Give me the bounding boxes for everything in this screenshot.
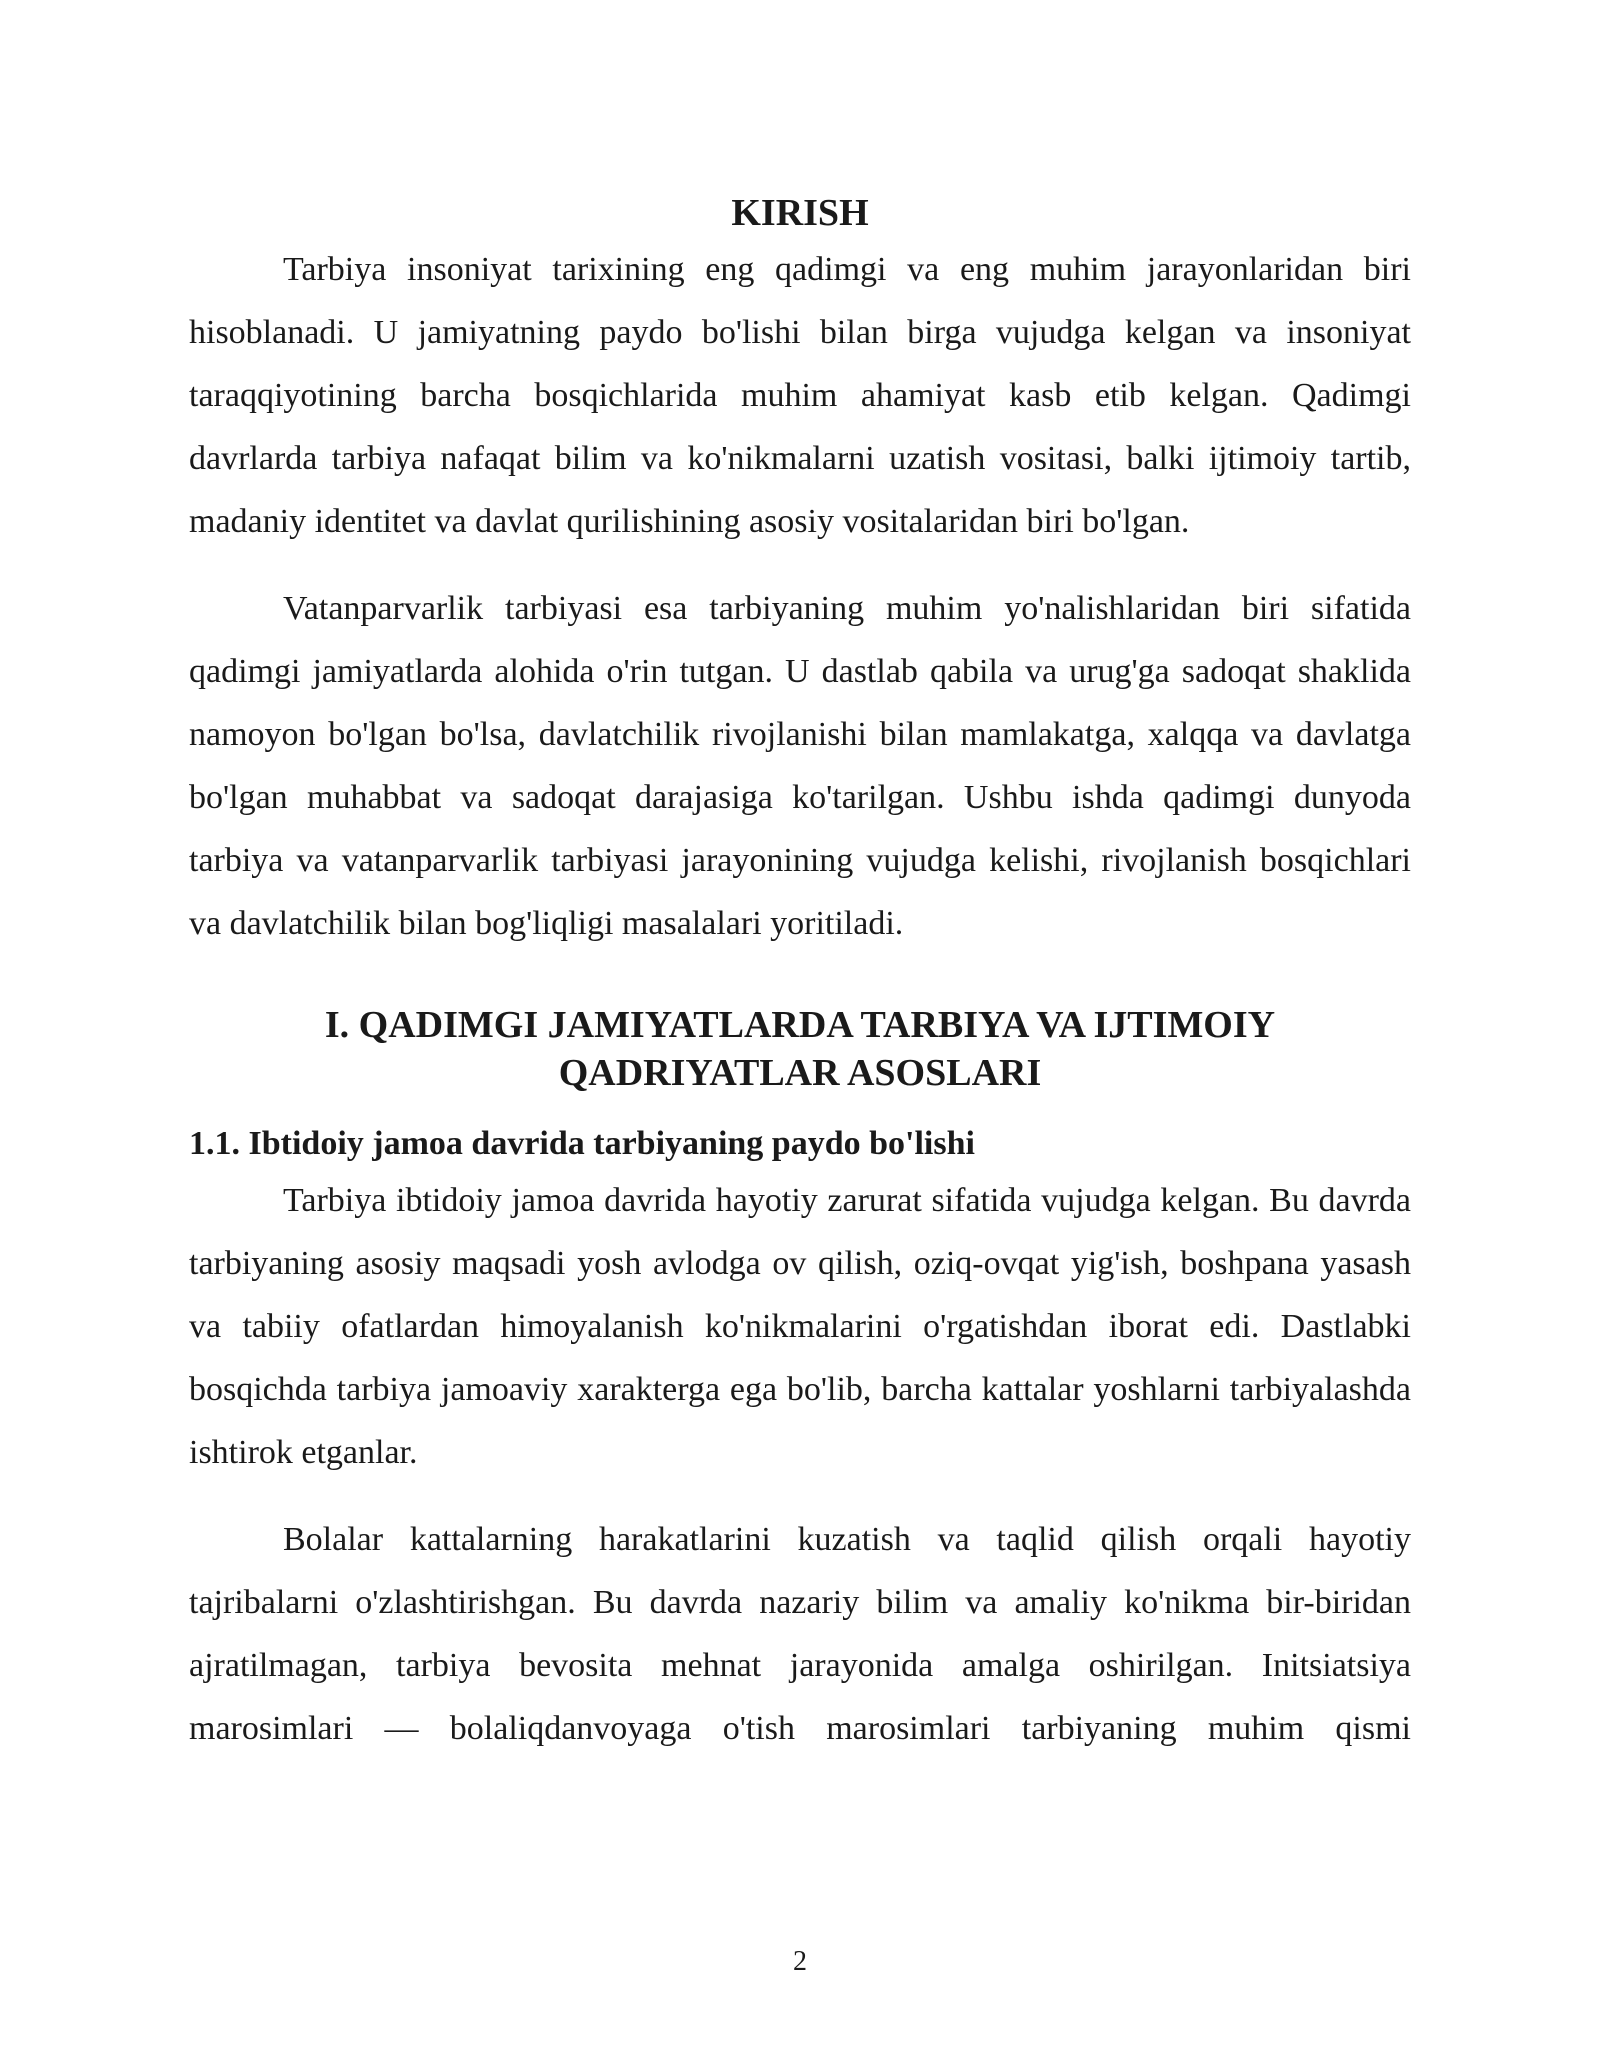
intro-paragraph-2: Vatanparvarlik tarbiyasi esa tarbiyaning muhim yo'nalishlaridan biri sifatida qadimgi jamiyatlarda alohida o'rin tutgan. U dastlab qabila va urug'ga sadoqat shaklida namoyon bo'lgan bo'lsa, davlatchilik rivojlanishi bilan mamlakatga, xalqqa va davlatga bo'lgan muhabbat va sadoqat darajasiga ko'tarilgan. Ushbu ishda qadimgi dunyoda tarbiya va vatanparvarlik tarbiyasi jarayonining vujudga kelishi, rivojlanish bosqichlari va davlatchilik bilan bog'liqligi masalalari yoritiladi. [189,590,1411,942]
section-paragraph-2: Bolalar kattalarning harakatlarini kuzatish va taqlid qilish orqali hayotiy tajribalarni o'zlashtirishgan. Bu davrda nazariy bilim va amaliy ko'nikma bir-biridan ajratilmagan, tarbiya bevosita mehnat jarayonida amalga oshirilgan. Initsiatsiya marosimlari — bolaliqdanvoyaga o'tish marosimlari tarbiyaning muhim qismi [189,1521,1411,1747]
section-paragraph-1: Tarbiya ibtidoiy jamoa davrida hayotiy zarurat sifatida vujudga kelgan. Bu davrda tarbiyaning asosiy maqsadi yosh avlodga ov qilish, oziq-ovqat yig'ish, boshpana yasash va tabiiy ofatlardan himoyalanish ko'nikmalarini o'rgatishdan iborat edi. Dastlabki bosqichda tarbiya jamoaviy xarakterga ega bo'lib, barcha kattalar yoshlarni tarbiyalashda ishtirok etganlar. [189,1182,1411,1471]
chapter-heading-line-2: QADRIYATLAR ASOSLARI [558,1052,1042,1094]
page-number: 2 [793,1946,807,1977]
chapter-heading [189,1001,1411,1097]
document-title: KIRISH [731,192,869,234]
document-page [189,188,1411,1760]
section-heading: 1.1. Ibtidoiy jamoa davrida tarbiyaning paydo bo'lishi [189,1125,975,1162]
intro-paragraph-1: Tarbiya insoniyat tarixining eng qadimgi va eng muhim jarayonlaridan biri hisoblanadi. U jamiyatning paydo bo'lishi bilan birga vujudga kelgan va insoniyat taraqqiyotining barcha bosqichlarida muhim ahamiyat kasb etib kelgan. Qadimgi davrlarda tarbiya nafaqat bilim va ko'nikmalarni uzatish vositasi, balki ijtimoiy tartib, madaniy identitet va davlat qurilishining asosiy vositalaridan biri bo'lgan. [189,251,1411,540]
chapter-heading-line-1: I. QADIMGI JAMIYATLARDA TARBIYA VA IJTIMOIY [324,1004,1276,1046]
